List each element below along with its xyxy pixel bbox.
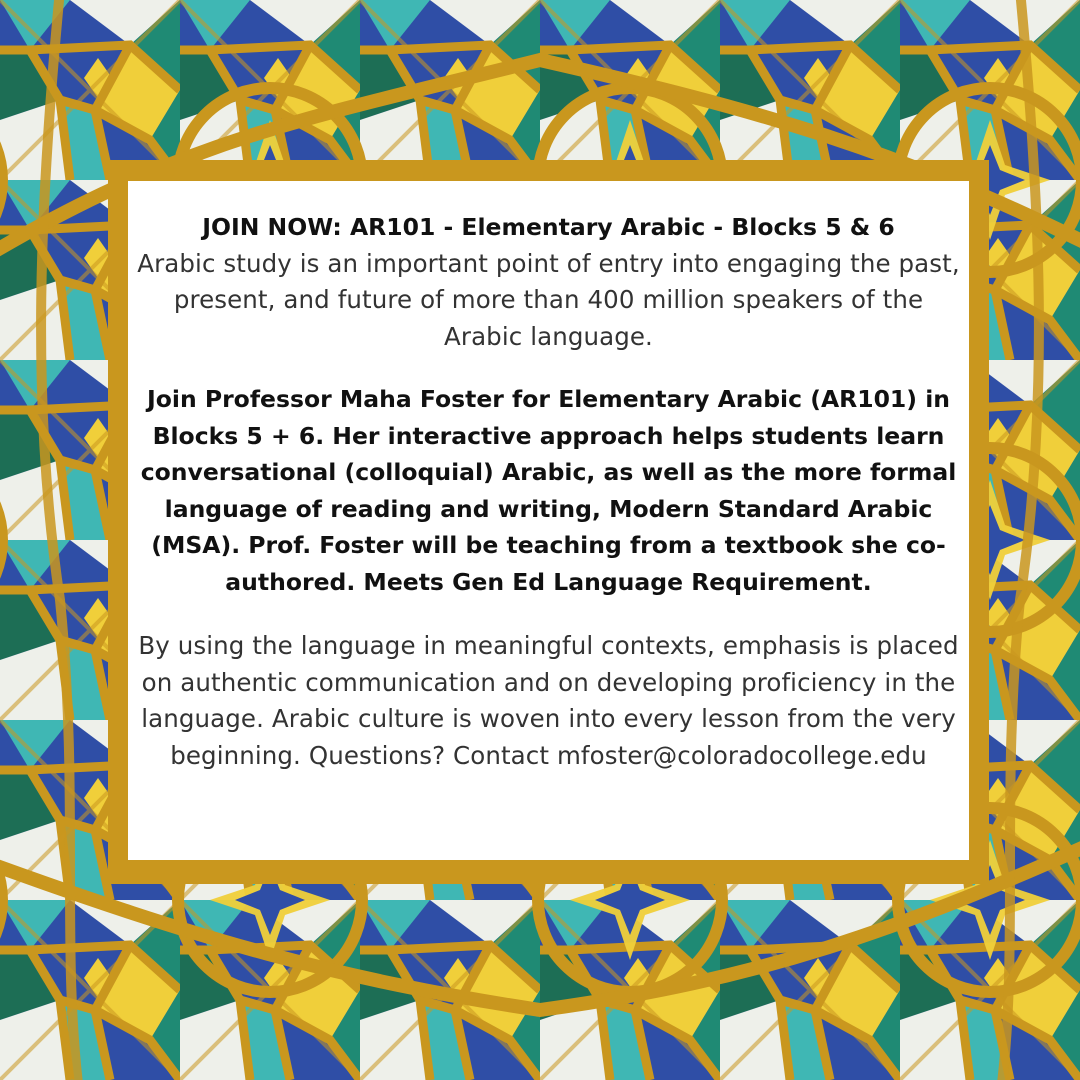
spacer	[134, 355, 963, 381]
professor-highlight: Join Professor Maha Foster for Elementary Arabic (AR101) in Blocks 5 + 6. Her interactive approach helps students learn conversational (colloquial) Arabic, as well as the more formal language of reading and writing, Modern Standard Arabic (MSA). Prof. Foster will be teaching from a textbook she co-authored. Meets Gen Ed Language Requirement.	[140, 385, 957, 596]
intro-text: Arabic study is an important point of entry into engaging the past, present, and future of more than 400 million speakers of the Arabic language.	[137, 248, 960, 351]
text-card	[128, 181, 969, 860]
spacer	[134, 600, 963, 628]
course-title: JOIN NOW: AR101 - Elementary Arabic - Blocks 5 & 6	[202, 213, 895, 241]
course-details: By using the language in meaningful contexts, emphasis is placed on authentic communication and on developing proficiency in the language. Arabic culture is woven into every lesson from the very beginning. Questions? Contact mfoster@coloradocollege.edu	[138, 631, 959, 770]
gold-frame	[108, 160, 989, 884]
